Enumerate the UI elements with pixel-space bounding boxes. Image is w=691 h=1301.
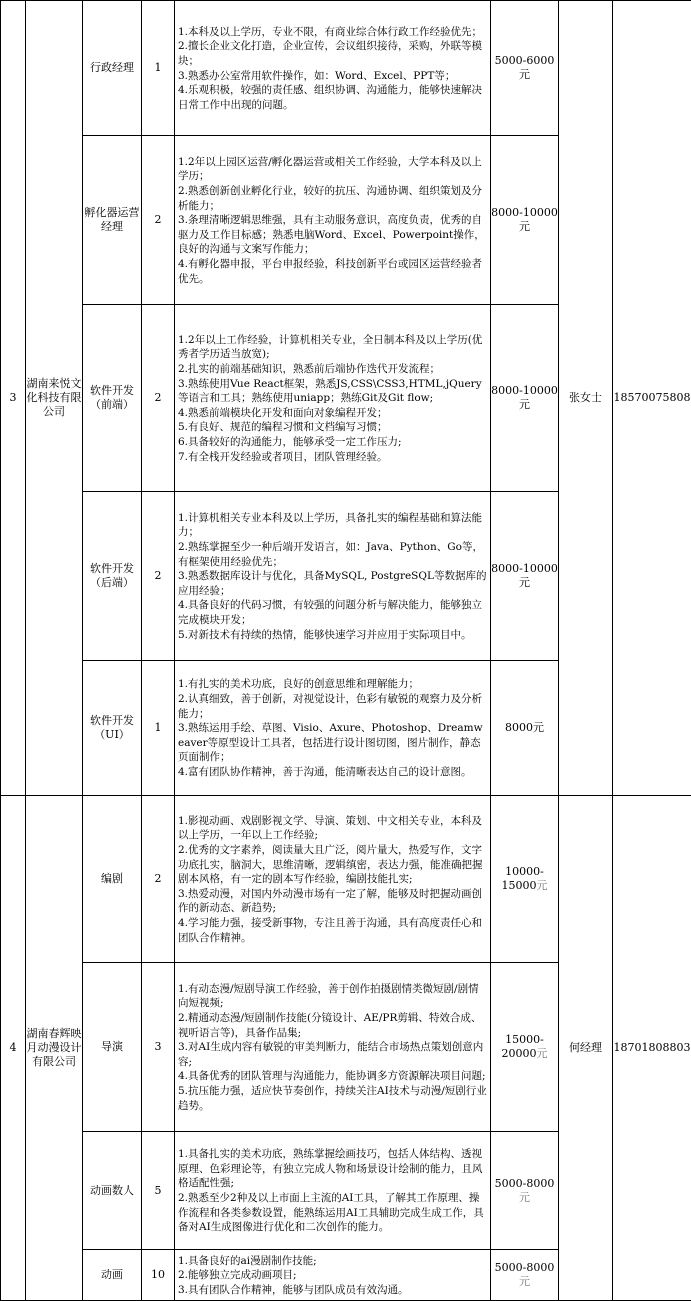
job-requirements xyxy=(175,963,491,1132)
job-position: 编剧 xyxy=(83,796,142,963)
job-salary xyxy=(491,796,559,963)
requirement-line: 2.熟悉创新创业孵化行业，较好的抗压、沟通协调、组织策划及分析能力； xyxy=(178,185,483,212)
job-count: 5 xyxy=(142,1132,175,1250)
company-name: 湖南来悦文化科技有限公司 xyxy=(26,1,83,796)
requirement-line: 3.熟练使用Vue React框架，熟悉JS,CSS\CSS3,HTML,jQuery等语言和工具；熟练使用uniapp；熟练Git及Git flow; xyxy=(178,377,482,405)
job-position: 软件开发（前端） xyxy=(83,305,142,492)
requirement-line: 2.能够独立完成动画项目; xyxy=(178,1269,297,1282)
job-count: 1 xyxy=(142,661,175,796)
salary-unit: 元 xyxy=(536,1047,548,1060)
requirement-line: 2.擅长企业文化打造，企业宣传，会议组织接待，采购，外联等模块； xyxy=(178,40,483,67)
requirement-line: 5.抗压能力强，适应快节奏创作，持续关注AI技术与动漫/短剧行业趋势。 xyxy=(178,1084,487,1112)
contact-person: 张女士 xyxy=(559,1,613,796)
requirement-line: 1.具备良好的ai漫剧制作技能; xyxy=(178,1254,317,1267)
job-position: 软件开发（UI） xyxy=(83,661,142,796)
contact-phone: 18701808803 xyxy=(613,796,691,1301)
requirement-line: 2.熟悉至少2种及以上市面上主流的AI工具，了解其工作原理、操作流程和各类参数设置，能熟练运用AI工具辅助完成生成工作，具备对AI生成图像进行优化和二次创作的能力。 xyxy=(178,1192,484,1234)
requirement-line: 5.有良好、规范的编程习惯和文档编写习惯； xyxy=(178,421,388,434)
table-row xyxy=(1,796,691,963)
job-position: 动画 xyxy=(83,1250,142,1301)
requirement-line: 4.乐观积极，较强的责任感、组织协调、沟通能力，能够快速解决日常工作中出现的问题。 xyxy=(178,84,483,111)
requirement-line: 6.具备较好的沟通能力，能够承受一定工作压力; xyxy=(178,435,402,448)
job-count: 10 xyxy=(142,1250,175,1301)
job-position: 动画数人 xyxy=(83,1132,142,1250)
requirement-line: 3.对AI生成内容有敏锐的审美判断力，能结合市场热点策划创意内容; xyxy=(178,1041,484,1068)
requirement-line: 2.认真细致，善于创新，对视觉设计，色彩有敏锐的观察力及分析能力； xyxy=(178,693,483,720)
salary-range: 5000-8000 xyxy=(494,1261,555,1274)
job-position: 孵化器运营经理 xyxy=(83,136,142,305)
job-count: 2 xyxy=(142,492,175,661)
requirement-line: 1.2年以上园区运营/孵化器运营或相关工作经验，大学本科及以上学历； xyxy=(178,155,482,183)
job-requirements xyxy=(175,661,491,796)
requirement-line: 4.熟悉前端模块化开发和面向对象编程开发； xyxy=(178,406,388,419)
requirement-line: 3.熟悉数据库设计与优化，具备MySQL, PostgreSQL等数据库的应用经验； xyxy=(178,570,487,597)
requirement-line: 4.具备良好的代码习惯，有较强的问题分析与解决能力，能够独立完成模块开发； xyxy=(178,599,483,626)
group-number: 3 xyxy=(1,1,26,796)
salary-unit: 元 xyxy=(519,1275,530,1288)
job-salary: 8000-10000元 xyxy=(491,492,559,661)
job-salary: 8000元 xyxy=(491,661,559,796)
requirement-line: 1.2年以上工作经验，计算机相关专业，全日制本科及以上学历(优秀者学历适当放宽); xyxy=(178,333,483,361)
requirement-line: 3.熟悉办公室常用软件操作，如：Word、Excel、PPT等； xyxy=(178,69,456,82)
job-salary xyxy=(491,963,559,1132)
contact-person: 何经理 xyxy=(559,796,613,1301)
requirement-line: 7.有全栈开发经验或者项目，团队管理经验。 xyxy=(178,450,388,463)
requirement-line: 3.熟练运用手绘、草图、Visio、Axure、Photoshop、Dreamweaver等原型设计工具者，包括进行设计图切图，图片制作，静态页面制作； xyxy=(178,722,483,764)
job-count: 2 xyxy=(142,136,175,305)
requirement-line: 3.具有团队合作精神，能够与团队成员有效沟通。 xyxy=(178,1283,409,1296)
job-salary: 8000-10000元 xyxy=(491,305,559,492)
salary-range: 5000-8000 xyxy=(494,1176,555,1190)
salary-range-end: 15000 xyxy=(501,879,537,892)
group-number: 4 xyxy=(1,796,26,1301)
requirement-line: 4.有孵化器申报，平台申报经验，科技创新平台或园区运营经验者优先。 xyxy=(178,257,483,285)
requirement-line: 2.熟练掌握至少一种后端开发语言，如：Java、Python、Go等，有框架使用经验优先； xyxy=(178,541,483,568)
job-requirements xyxy=(175,1250,491,1301)
job-count: 1 xyxy=(142,1,175,136)
contact-phone: 18570075808 xyxy=(613,1,691,796)
requirement-line: 5.对新技术有持续的热情，能够快速学习并应用于实际项目中。 xyxy=(178,628,472,641)
requirement-line: 1.有扎实的美术功底，良好的创意思维和理解能力； xyxy=(178,678,420,691)
job-requirements xyxy=(175,136,491,305)
salary-unit: 元 xyxy=(536,879,548,892)
requirement-line: 2.优秀的文字素养，阅读量大且广泛，阅片量大，热爱写作，文字功底扎实，脑洞大，思维清晰，逻辑缜密，表达力强，能准确把握剧本风格，有一定的剧本写作经验，编剧技能扎实; xyxy=(178,844,483,886)
requirement-line: 4.具备优秀的团队管理与沟通能力，能协调多方资源解决项目问题; xyxy=(178,1070,486,1083)
job-position: 导演 xyxy=(83,963,142,1132)
job-requirements xyxy=(175,796,491,963)
job-salary: 8000-10000元 xyxy=(491,136,559,305)
job-requirements xyxy=(175,492,491,661)
job-requirements xyxy=(175,1132,491,1250)
requirement-line: 2.扎实的前端基础知识，熟悉前后端协作迭代开发流程； xyxy=(178,363,441,376)
job-requirements xyxy=(175,305,491,492)
company-name: 湖南春辉映月动漫设计有限公司 xyxy=(26,796,83,1301)
requirement-line: 3.条理清晰逻辑思维强，具有主动服务意识，高度负责，优秀的自驱力及工作目标感；熟悉电脑Word、Excel、Powerpoint操作，良好的沟通与文案写作能力； xyxy=(178,214,485,256)
requirement-line: 4.学习能力强，接受新事物，专注且善于沟通，具有高度责任心和团队合作精神。 xyxy=(178,916,483,944)
job-position: 软件开发（后端） xyxy=(83,492,142,661)
requirement-line: 4.富有团队协作精神，善于沟通，能清晰表达自己的设计意图。 xyxy=(178,765,472,778)
requirement-line: 1.具备扎实的美术功底，熟练掌握绘画技巧，包括人体结构、透视原理、色彩理论等，有独立完成人物和场景设计绘制的能力，且风格适配性强; xyxy=(178,1148,483,1190)
requirement-line: 1.计算机相关专业本科及以上学历，具备扎实的编程基础和算法能力； xyxy=(178,511,483,539)
job-position: 行政经理 xyxy=(83,1,142,136)
job-requirements xyxy=(175,1,491,136)
job-salary xyxy=(491,1250,559,1301)
job-salary xyxy=(491,1132,559,1250)
requirement-line: 3.热爱动漫，对国内外动漫市场有一定了解，能够及时把握动画创作的新动态、新趋势; xyxy=(178,887,483,915)
requirement-line: 1.本科及以上学历，专业不限，有商业综合体行政工作经验优先； xyxy=(178,25,483,38)
requirement-line: 2.精通动态漫/短剧制作技能(分镜设计、AE/PR剪辑、特效合成、视听语言等)，具备作品集; xyxy=(178,1012,482,1039)
salary-range-start: 15000- xyxy=(505,1033,544,1046)
job-count: 2 xyxy=(142,796,175,963)
table-row xyxy=(1,1,691,136)
salary-unit: 元 xyxy=(519,1190,530,1204)
job-count: 3 xyxy=(142,963,175,1132)
requirement-line: 1.影视动画、戏剧影视文学、导演、策划、中文相关专业，本科及以上学历，一年以上工作经验; xyxy=(178,814,483,842)
salary-range-start: 10000- xyxy=(505,865,544,878)
requirement-line: 1.有动态漫/短剧导演工作经验，善于创作拍摄剧情类微短剧/剧情向短视频; xyxy=(178,982,479,1010)
job-salary: 5000-6000元 xyxy=(491,1,559,136)
job-count: 2 xyxy=(142,305,175,492)
salary-range-end: 20000 xyxy=(501,1047,537,1060)
